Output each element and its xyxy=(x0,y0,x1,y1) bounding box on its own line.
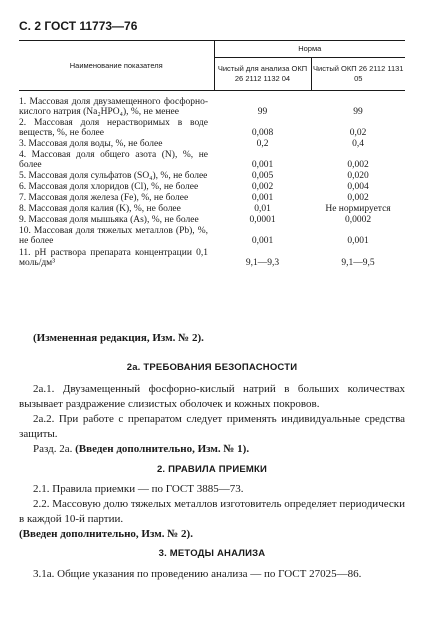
grade-pure-value: Не нормируется xyxy=(325,204,391,214)
specifications-table xyxy=(19,40,405,268)
table-row xyxy=(19,181,405,192)
paragraph-2-note: (Введен дополнительно, Изм. № 2). xyxy=(19,528,193,540)
edition-note: (Измененная редакция, Изм. № 2). xyxy=(33,332,204,344)
indicator-name-cell: 5. Массовая доля сульфатов (SO₄), %, не более xyxy=(19,171,208,181)
grade-analytical-value: 0,002 xyxy=(251,182,274,192)
note-bold: (Введен дополнительно, Изм. № 1). xyxy=(75,443,250,455)
section-2a-body xyxy=(19,382,405,457)
grade-analytical-value: 0,001 xyxy=(251,236,274,246)
table-row xyxy=(19,117,405,138)
grade-analytical-value: 0,001 xyxy=(251,193,274,203)
table-row xyxy=(19,149,405,170)
grade-analytical-value: 0,0001 xyxy=(249,215,276,225)
indicator-name-cell: 3. Массовая доля воды, %, не более xyxy=(19,139,163,149)
grade-pure-value: 0,4 xyxy=(352,139,364,149)
table-row xyxy=(19,170,405,181)
grade-pure-value: 0,002 xyxy=(347,160,369,170)
grade-analytical-value: 0,008 xyxy=(251,128,274,138)
grade-pure-value: 0,0002 xyxy=(344,215,372,225)
section-3-body xyxy=(19,567,405,582)
grade-analytical-value: 0,01 xyxy=(254,204,271,214)
indicator-name-cell: 4. Массовая доля общего азота (N), %, не более xyxy=(19,150,208,170)
indicator-name-cell: 7. Массовая доля железа (Fe), %, не более xyxy=(19,193,189,203)
grade-analytical-value: 9,1—9,3 xyxy=(245,258,280,268)
table-row xyxy=(19,214,405,225)
header-norm: Норма xyxy=(214,41,405,58)
header-grade-pure: Чистый ОКП 26 2112 1131 05 xyxy=(311,58,405,91)
grade-analytical-value: 0,005 xyxy=(251,171,274,181)
indicator-name-cell: 9. Массовая доля мышьяка (As), %, не более xyxy=(19,215,199,225)
indicator-name-cell: 10. Массовая доля тяжелых металлов (Pb), %, не более xyxy=(19,226,208,246)
paragraph-2a-2: 2а.2. При работе с препаратом следует применять индивидуальные средства защиты. xyxy=(19,413,405,440)
indicator-name-cell: 2. Массовая доля нерастворимых в воде веществ, %, не более xyxy=(19,118,208,138)
note-prefix: Разд. 2а. xyxy=(33,443,76,455)
paragraph-2a-1: 2а.1. Двузамещенный фосфорно-кислый натрий в больших количествах вызывает раздражение слизистых оболочек и кожных покровов. xyxy=(19,383,405,410)
paragraph-2-1: 2.1. Правила приемки — по ГОСТ 3885—73. xyxy=(33,483,244,495)
grade-pure-value: 0,001 xyxy=(347,236,369,246)
paragraph-3-1a: 3.1а. Общие указания по проведению анализа — по ГОСТ 27025—86. xyxy=(33,568,362,580)
paragraph-2a-note xyxy=(19,442,405,457)
paragraph-2-2: 2.2. Массовую долю тяжелых металлов изготовитель определяет периодически в каждой 10-й партии. xyxy=(19,498,405,525)
grade-pure-value: 0,02 xyxy=(349,128,367,138)
table-row xyxy=(19,91,405,118)
table-row xyxy=(19,225,405,246)
table-row xyxy=(19,138,405,149)
table-row xyxy=(19,192,405,203)
indicator-name-cell: 11. pH раствора препарата концентрации 0,1 моль/дм³ xyxy=(19,248,208,268)
section-2-body xyxy=(19,482,405,542)
header-grade-analytical: Чистый для анализа ОКП 26 2112 1132 04 xyxy=(214,58,311,91)
grade-pure-value: 0,002 xyxy=(347,193,369,203)
section-2a-title: 2а. ТРЕБОВАНИЯ БЕЗОПАСНОСТИ xyxy=(126,362,298,373)
section-3-title: 3. МЕТОДЫ АНАЛИЗА xyxy=(158,548,266,559)
table-row xyxy=(19,203,405,214)
section-2-title: 2. ПРАВИЛА ПРИЕМКИ xyxy=(156,464,268,475)
grade-analytical-value: 0,2 xyxy=(256,139,269,149)
grade-analytical-value: 99 xyxy=(257,107,268,117)
indicator-name-cell: 8. Массовая доля калия (K), %, не более xyxy=(19,204,181,214)
grade-pure-value: 9,1—9,5 xyxy=(341,258,375,268)
indicator-name-cell: 6. Массовая доля хлоридов (Cl), %, не более xyxy=(19,182,199,192)
grade-pure-value: 99 xyxy=(353,107,363,117)
grade-pure-value: 0,004 xyxy=(347,182,369,192)
grade-analytical-value: 0,001 xyxy=(251,160,274,170)
table-row xyxy=(19,246,405,268)
page-header: С. 2 ГОСТ 11773—76 xyxy=(19,19,138,33)
grade-pure-value: 0,020 xyxy=(347,171,369,181)
header-indicator-name: Наименование показателя xyxy=(19,41,214,91)
indicator-name-cell: 1. Массовая доля двузамещенного фосфорно-кислого натрия (Na₂HPO₄), %, не менее xyxy=(19,97,208,117)
